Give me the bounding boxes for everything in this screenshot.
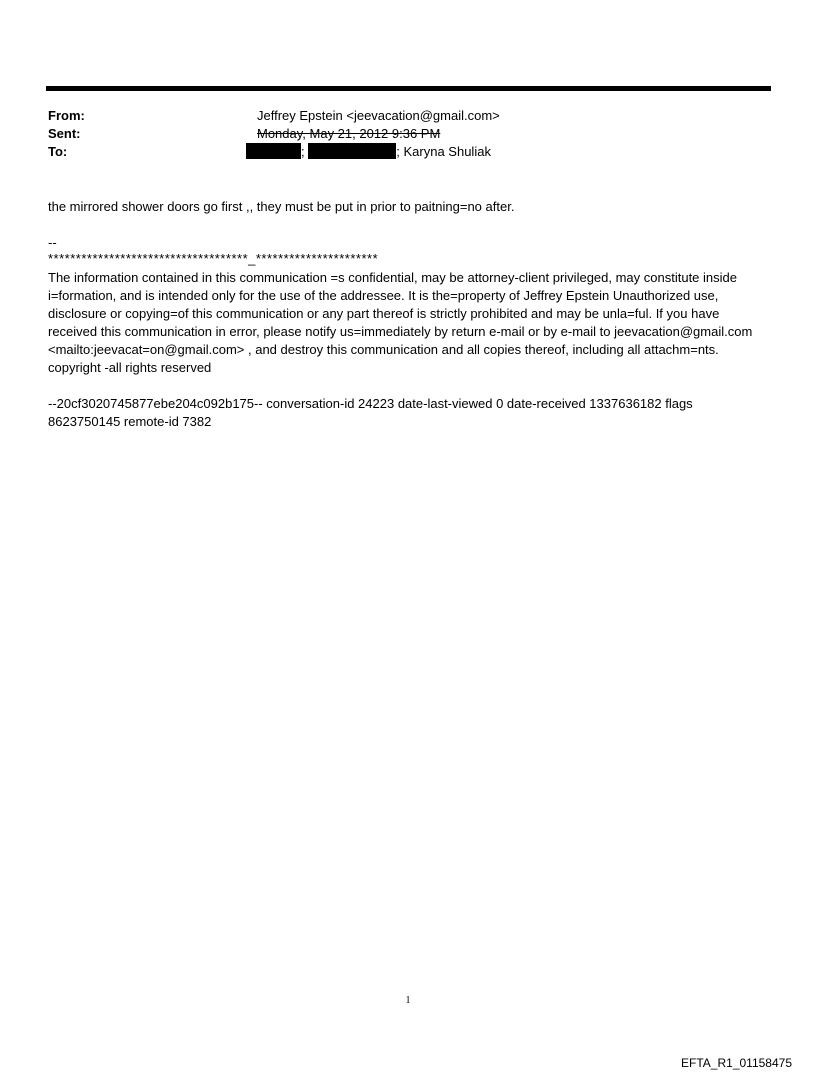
page-number: 1 — [405, 995, 411, 1006]
to-separator: ; — [396, 144, 400, 159]
redaction-box — [308, 143, 396, 159]
from-value: Jeffrey Epstein <jeevacation@gmail.com> — [257, 108, 500, 123]
asterisk-divider: ************************************_********************** — [48, 251, 379, 266]
to-separator: ; — [301, 144, 305, 159]
document-id: EFTA_R1_01158475 — [681, 1056, 792, 1070]
to-label: To: — [48, 144, 68, 159]
confidentiality-disclaimer: The information contained in this communication =s confidential, may be attorney-client privileged, may constitute inside i=formation, and is intended only for the use of the addressee. It is the=property of Jeffrey Epstein Unauthorized use, disclosure or copying=of this communication or any part thereof is strictly prohibited and may be unla=ful. If you have received this communication in error, please notify us=immediately by return e-mail or by e-mail to jeevacation@gmail.com <mailto:jeevacat=on@gmail.com> , and destroy this communication and all copies thereof, including all attachm=nts. copyright -all rights reserved — [48, 270, 753, 375]
header-divider — [46, 86, 771, 91]
sent-label: Sent: — [48, 126, 81, 141]
redaction-box — [246, 143, 301, 159]
sent-value: Monday, May 21, 2012 9:36 PM — [257, 126, 441, 141]
to-recipient-name: Karyna Shuliak — [403, 144, 491, 159]
from-label: From: — [48, 108, 85, 123]
signature-dash: -- — [48, 235, 57, 250]
to-recipients — [246, 143, 491, 161]
message-body: the mirrored shower doors go first ,, they must be put in prior to paitning=no after. — [48, 199, 515, 214]
message-metadata: --20cf3020745877ebe204c092b175-- conversation-id 24223 date-last-viewed 0 date-received 1337636182 flags 8623750145 remote-id 7382 — [48, 396, 693, 429]
